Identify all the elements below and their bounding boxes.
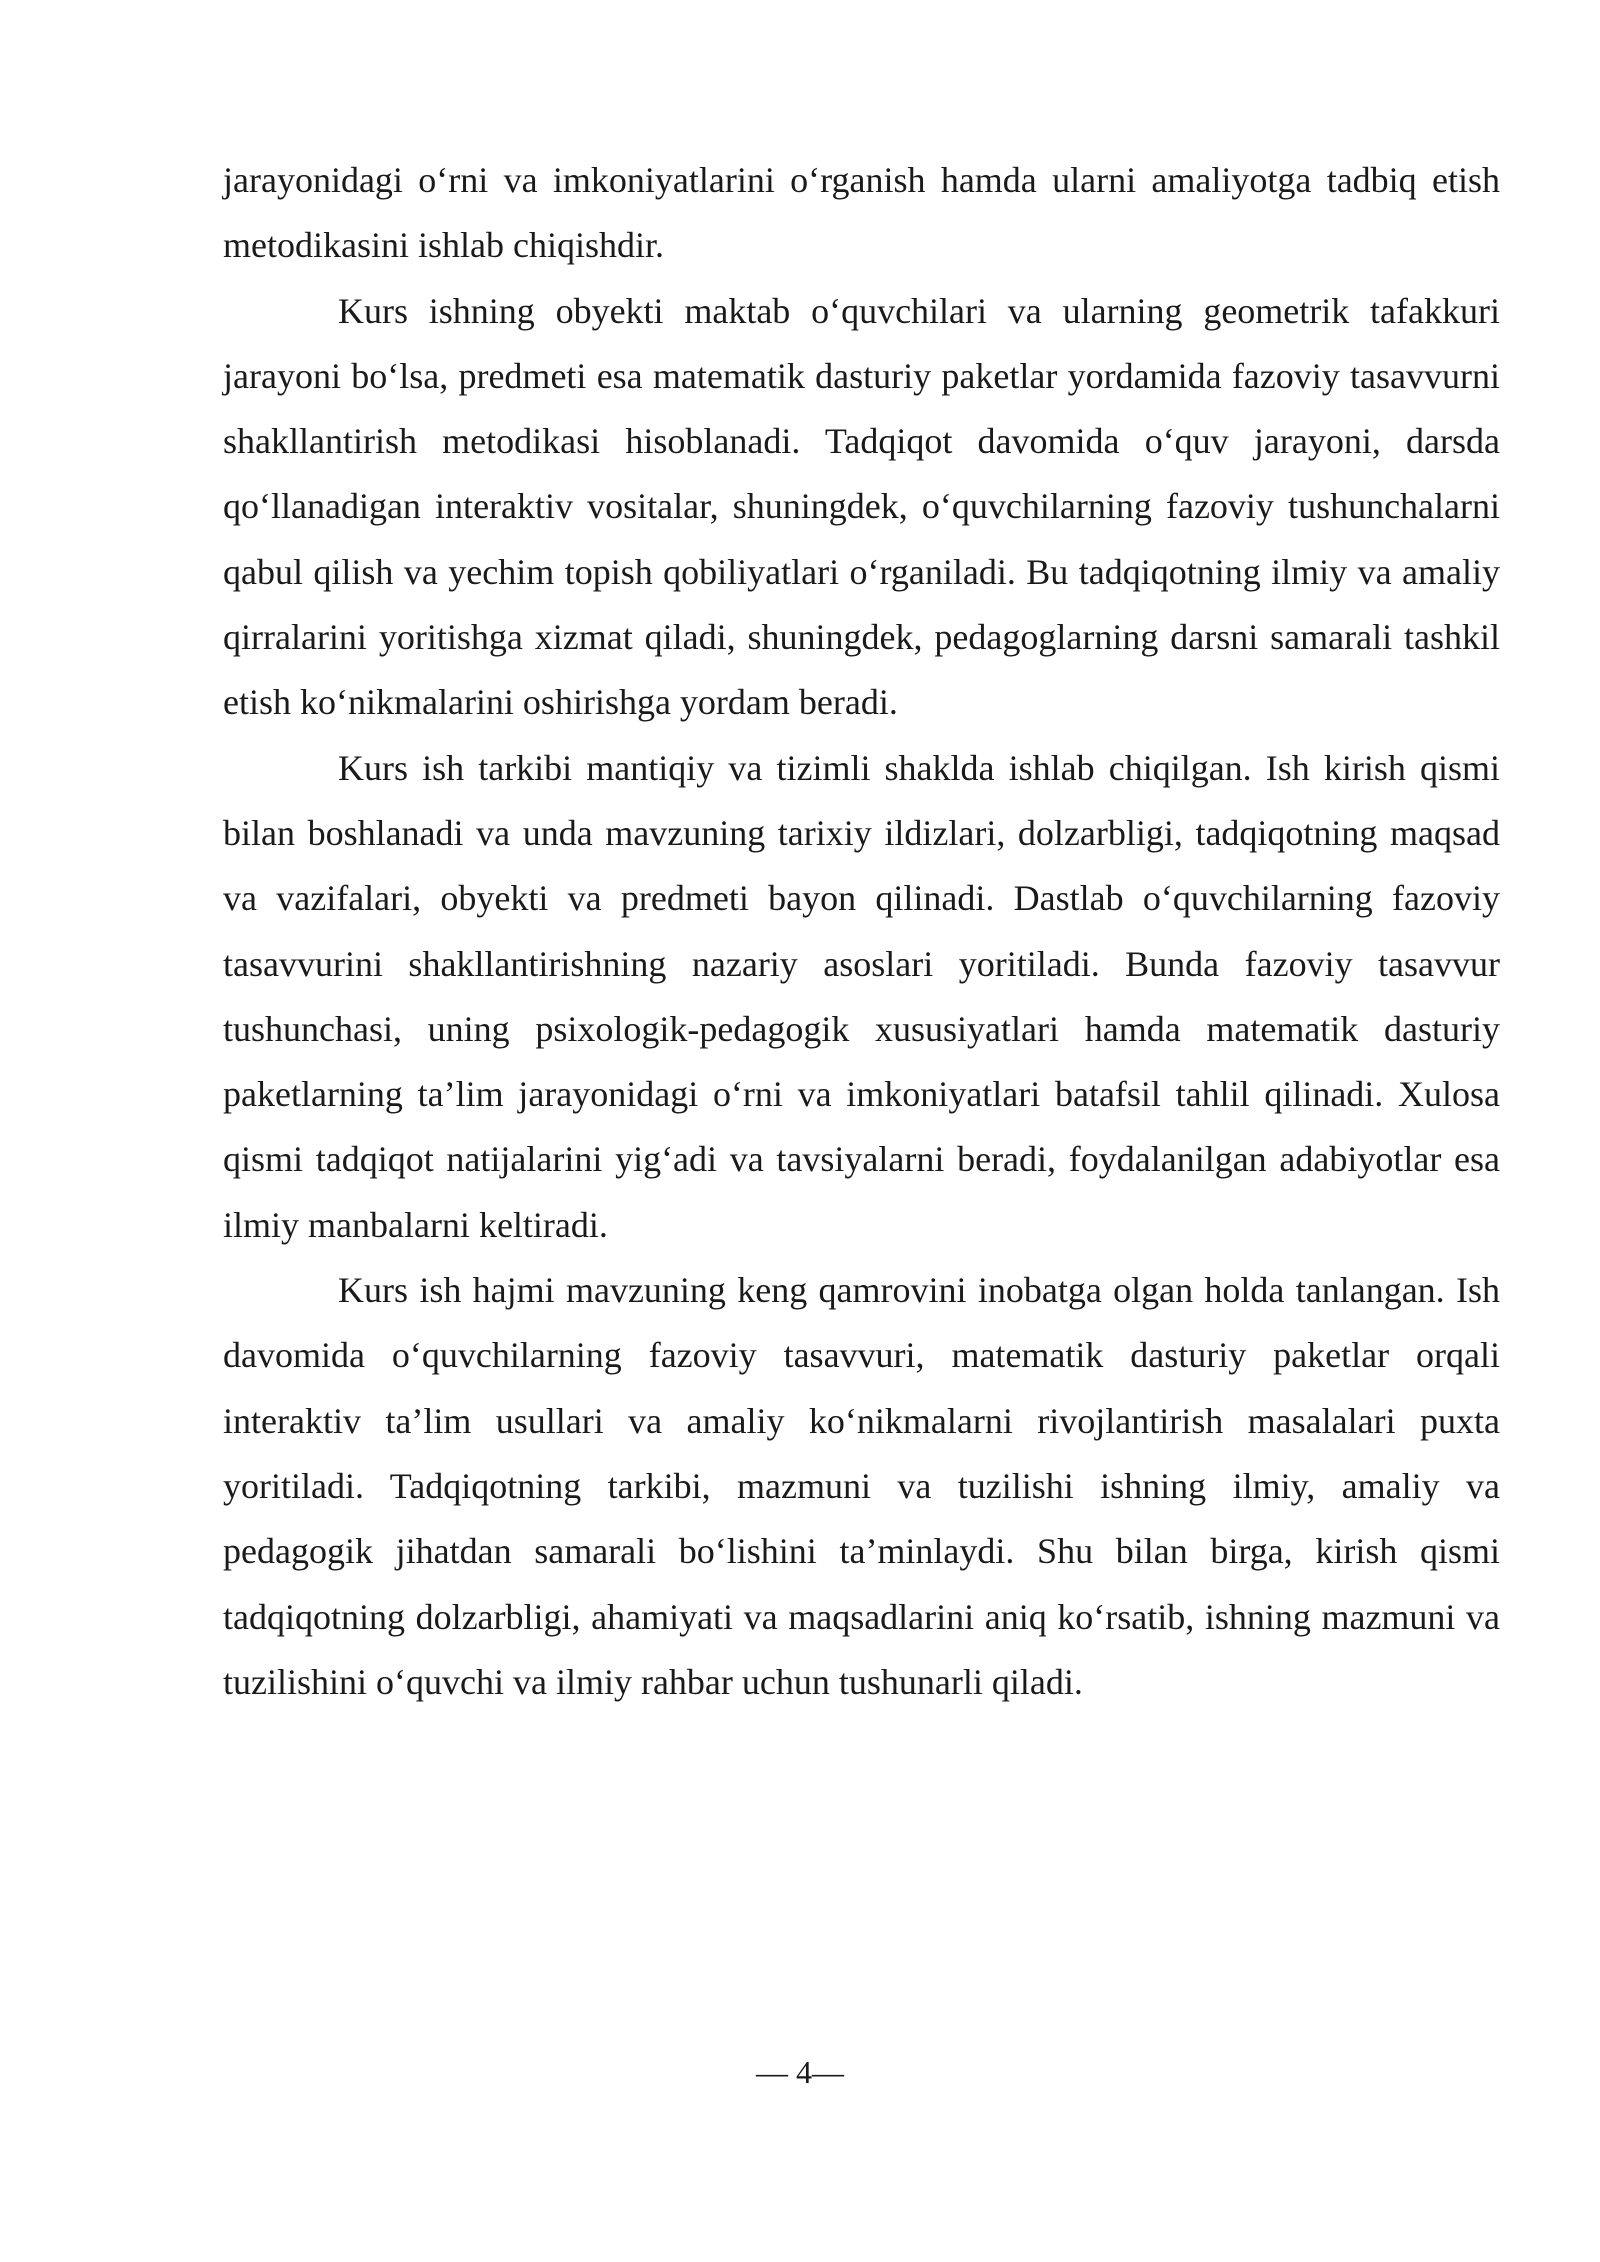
page-body	[223, 148, 1500, 1715]
page-number: — 4—	[756, 2054, 844, 2090]
paragraph-object-subject: Kurs ishning obyekti maktab o‘quvchilari va ularning geometrik tafakkuri jarayoni bo‘lsa, predmeti esa matematik dasturiy paketlar yordamida fazoviy tasavvurni shakllantirish metodikasi hisoblanadi. Tadqiqot davomida o‘quv jarayoni, darsda qo‘llanadigan interaktiv vositalar, shuningdek, o‘quvchilarning fazoviy tushunchalarni qabul qilish va yechim topish qobiliyatlari o‘rganiladi. Bu tadqiqotning ilmiy va amaliy qirralarini yoritishga xizmat qiladi, shuningdek, pedagoglarning darsni samarali tashkil etish ko‘nikmalarini oshirishga yordam beradi.	[223, 290, 1500, 723]
paragraph-volume: Kurs ish hajmi mavzuning keng qamrovini inobatga olgan holda tanlangan. Ish davomida o‘quvchilarning fazoviy tasavvuri, matematik dasturiy paketlar orqali interaktiv ta’lim usullari va amaliy ko‘nikmalarni rivojlantirish masalalari puxta yoritiladi. Tadqiqotning tarkibi, mazmuni va tuzilishi ishning ilmiy, amaliy va pedagogik jihatdan samarali bo‘lishini ta’minlaydi. Shu bilan birga, kirish qismi tadqiqotning dolzarbligi, ahamiyati va maqsadlarini aniq ko‘rsatib, ishning mazmuni va tuzilishini o‘quvchi va ilmiy rahbar uchun tushunarli qiladi.	[223, 1270, 1500, 1702]
paragraph-continuation: jarayonidagi o‘rni va imkoniyatlarini o‘rganish hamda ularni amaliyotga tadbiq etish metodikasini ishlab chiqishdir.	[223, 160, 1500, 266]
paragraph-structure: Kurs ish tarkibi mantiqiy va tizimli shaklda ishlab chiqilgan. Ish kirish qismi bilan boshlanadi va unda mavzuning tarixiy ildizlari, dolzarbligi, tadqiqotning maqsad va vazifalari, obyekti va predmeti bayon qilinadi. Dastlab o‘quvchilarning fazoviy tasavvurini shakllantirishning nazariy asoslari yoritiladi. Bunda fazoviy tasavvur tushunchasi, uning psixologik-pedagogik xususiyatlari hamda matematik dasturiy paketlarning ta’lim jarayonidagi o‘rni va imkoniyatlari batafsil tahlil qilinadi. Xulosa qismi tadqiqot natijalarini yig‘adi va tavsiyalarni beradi, foydalanilgan adabiyotlar esa ilmiy manbalarni keltiradi.	[223, 747, 1500, 1245]
